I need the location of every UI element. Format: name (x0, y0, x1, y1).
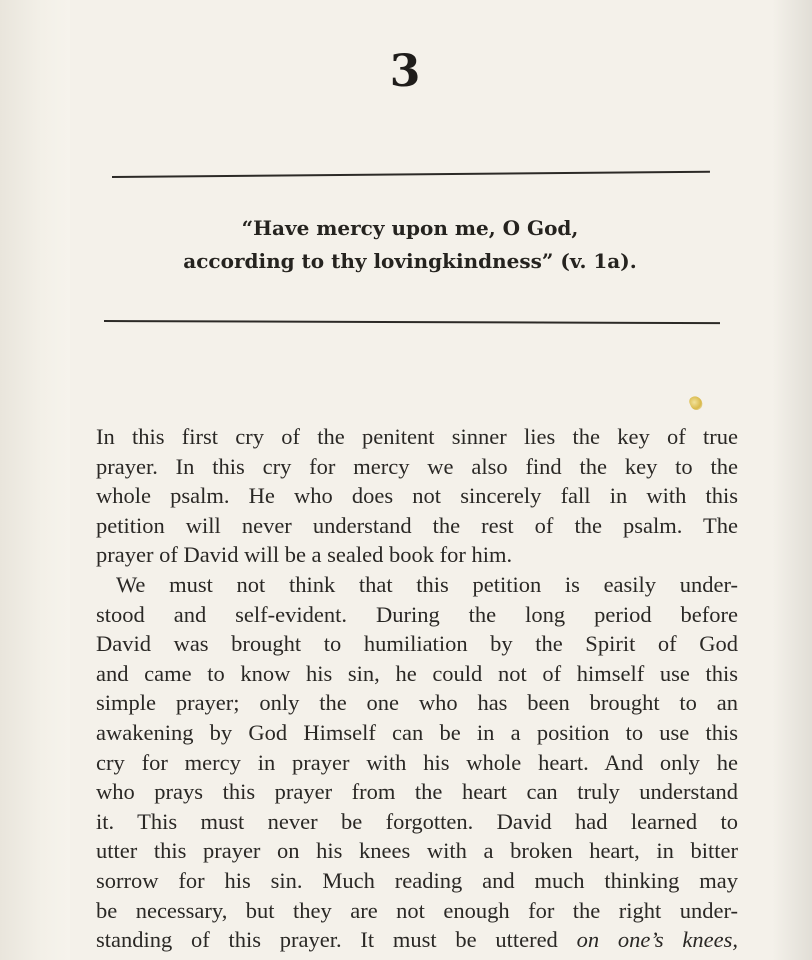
text-line: In this first cry of the penitent sinner lies the key of true (96, 424, 738, 449)
text-line: David was brought to humiliation by the Spirit of God (96, 631, 738, 657)
text-line: simple prayer; only the one who has been brought to an (96, 690, 738, 716)
paragraph-1 (96, 422, 738, 570)
text-line: be necessary, but they are not enough for the right under- (96, 897, 738, 923)
text-line: petition will never understand the rest of the psalm. The (96, 512, 738, 538)
text-line: whole psalm. He who does not sincerely fall in with this (96, 483, 738, 509)
text-line: We must not think that this petition is easily under- (116, 571, 738, 597)
text-line: prayer. In this cry for mercy we also find the key to the (96, 453, 738, 479)
epigraph-line-1: “Have mercy upon me, O God, (241, 216, 579, 240)
text-line (96, 925, 738, 955)
text-line: cry for mercy in prayer with his whole heart. And only he (96, 749, 738, 775)
chapter-number: 3 (389, 46, 421, 97)
last-line-italic: on one’s knees, (576, 927, 738, 953)
paragraph-2 (96, 570, 738, 955)
verse-reference: (v. 1a). (553, 249, 637, 273)
text-line: who prays this prayer from the heart can truly understand (96, 779, 738, 805)
body-text (96, 422, 738, 955)
text-line: prayer of David will be a sealed book for him. (96, 542, 513, 568)
page-stain-mark (688, 394, 705, 412)
epigraph-line-2-text: according to thy lovingkindness” (183, 249, 554, 273)
text-line: sorrow for his sin. Much reading and much thinking may (96, 867, 738, 893)
top-divider-rule (112, 171, 710, 178)
bottom-divider-rule (104, 320, 720, 324)
text-line: awakening by God Himself can be in a position to use this (96, 719, 738, 745)
epigraph-line-2 (130, 245, 690, 278)
text-line: stood and self-evident. During the long period before (96, 601, 738, 627)
text-line: it. This must never be forgotten. David had learned to (96, 808, 738, 834)
epigraph (130, 212, 690, 278)
text-line: utter this prayer on his knees with a broken heart, in bitter (96, 838, 738, 864)
text-line: and came to know his sin, he could not of himself use this (96, 660, 738, 686)
last-line-text: standing of this prayer. It must be uttered (96, 927, 577, 953)
